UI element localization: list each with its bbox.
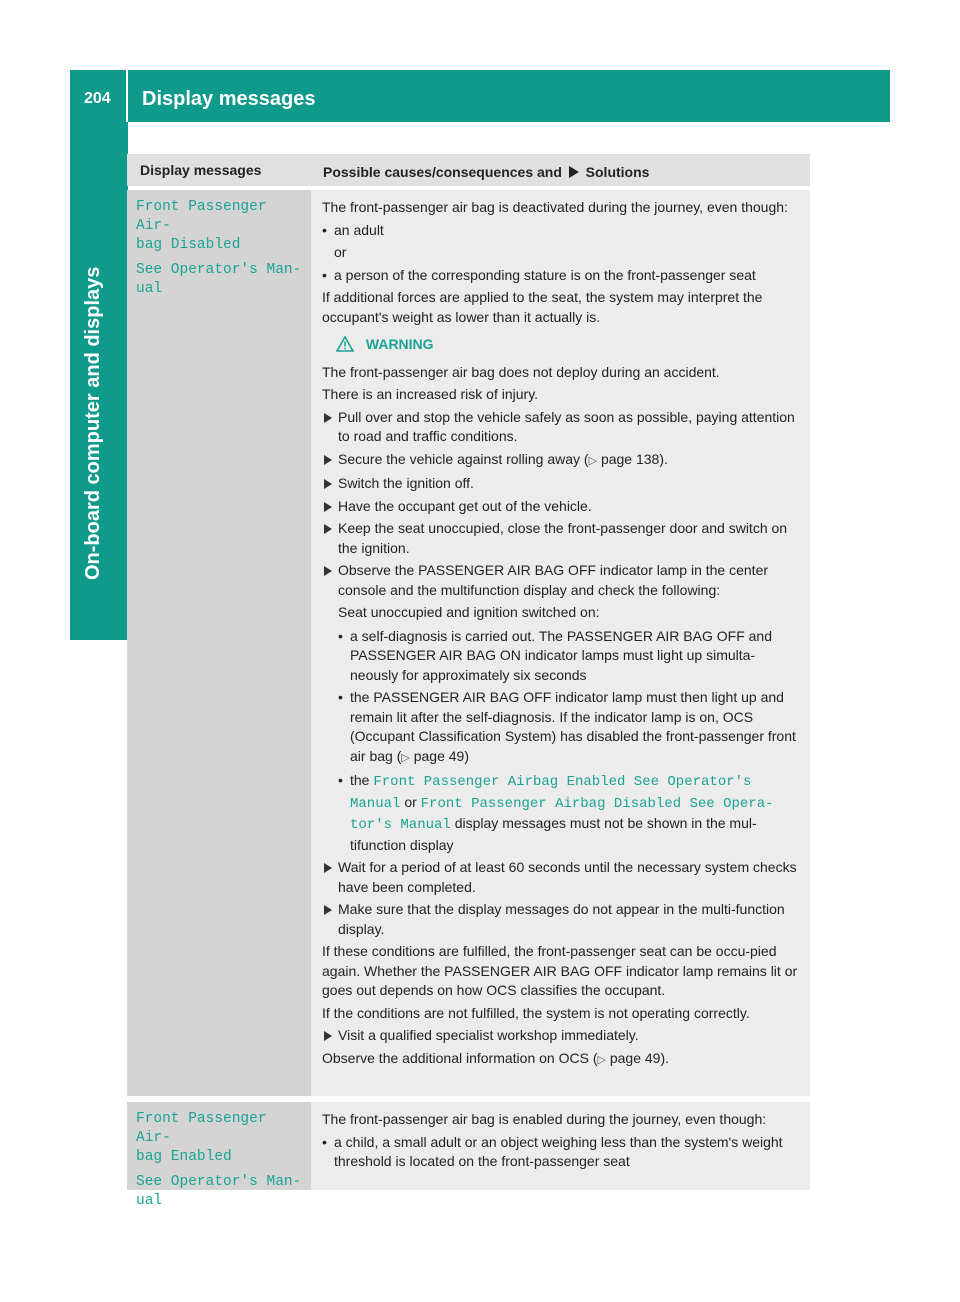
header-divider — [126, 70, 128, 122]
messages-table — [127, 154, 810, 1209]
action-step: Switch the ignition off. — [322, 474, 802, 494]
page-ref-icon: ▷ — [588, 454, 598, 467]
action-step: Secure the vehicle against rolling away (▷ page 138). — [322, 450, 802, 472]
solution-arrow-icon — [568, 166, 580, 178]
action-arrow-icon — [324, 566, 332, 576]
causes-cell: The front-passenger air bag is enabled during the journey, even though: • a child, a small adult or an object weighing less than the system's weight threshold is located on the front-passenger seat — [311, 1102, 810, 1190]
action-arrow-icon — [324, 502, 332, 512]
action-arrow-icon — [324, 863, 332, 873]
or-text: or — [334, 244, 347, 260]
action-arrow-icon — [324, 413, 332, 423]
action-step: Visit a qualified specialist workshop immediately. — [322, 1026, 802, 1046]
list-item: • a person of the corresponding stature is on the front-passenger seat — [322, 266, 802, 286]
seat-unoccupied-text: Seat unoccupied and ignition switched on: — [338, 604, 600, 620]
action-arrow-icon — [324, 479, 332, 489]
display-message-cell: Front Passenger Air‐ bag Enabled See Operator's Man‐ ual — [127, 1102, 311, 1190]
list-item: • an adult — [322, 221, 802, 241]
action-step: Make sure that the display messages do not appear in the multi-function display. — [322, 900, 802, 939]
list-item: • a self-diagnosis is carried out. The PASSENGER AIR BAG OFF and PASSENGER AIR BAG ON indicator lamps must light up simulta-neously for approximately six seconds — [338, 627, 802, 686]
causes-cell: The front-passenger air bag is deactivated during the journey, even though: • an adult or • a person of the corresponding stature is on the front-passenger seat If additional forces are applied to the seat, the system may interpret the occupant's weight as lower than it actually is. WARNING The front-passenger air bag does not deploy during an accident. There is an increased risk of injury. Pull over and stop the vehicle safely as soon as possible, paying attention to road and traffic conditions. Secure the vehicle against rolling away (▷ page 138). Switch the ignition off. Have the occupant get out of the vehicle. Keep the seat unoccupied, close the front-passenger door and switch on the ignition. Observe the PASSENGER AIR BAG OFF indicator lamp in the center console and the multifunction display and check the following: Seat unoccupied and ignition switched on: • a self-diagnosis is carried out. The PASSENGER AIR BAG OFF and PASSENGER AIR BAG ON indicator lamps must light up simulta-neously for approximately six seconds • the PASSENGER AIR BAG OFF indicator lamp must then light up and remain lit after the self-diagnosis. If the indicator lamp is on, OCS (Occupant Classification System) has disabled the front-passenger front air bag (▷ page 49) • the Front Passenger Airbag Enabled See Operator's Manual or Front Passenger Airbag Disabled See Opera‐tor's Manual display messages must not be shown in the mul-tifunction display Wait for a period of at least 60 seconds until the necessary system checks have been completed. Make sure that the display messages do not appear in the multi-function display. If these conditions are fulfilled, the front-passenger seat can be occu-pied again. Whether the PASSENGER AIR BAG OFF indicator lamp remains lit or goes out depends on how OCS classifies the occupant. If the conditions are not fulfilled, the system is not operating correctly. Visit a qualified specialist workshop immediately. Observe the additional information on OCS (▷ page 49). — [311, 190, 810, 1096]
action-step: Keep the seat unoccupied, close the front-passenger door and switch on the ignition. — [322, 519, 802, 558]
list-item: • the PASSENGER AIR BAG OFF indicator lamp must then light up and remain lit after the self-diagnosis. If the indicator lamp is on, OCS (Occupant Classification System) has disabled the front-passenger front air bag (▷ page 49) — [338, 688, 802, 768]
page-ref-icon: ▷ — [401, 751, 410, 764]
action-arrow-icon — [324, 1031, 332, 1041]
page-header — [70, 70, 890, 122]
page-ref-link[interactable]: page 138 — [600, 450, 660, 467]
table-row — [127, 1102, 810, 1209]
warning-heading: WARNING — [322, 335, 802, 355]
side-tab-label: On-board computer and displays — [82, 266, 104, 580]
action-arrow-icon — [324, 524, 332, 534]
col-header-causes: Possible causes/consequences and Solutions — [323, 164, 650, 180]
action-arrow-icon — [324, 455, 332, 465]
display-message-cell: Front Passenger Air‐ bag Disabled See Operator's Man‐ ual — [127, 190, 311, 1096]
action-arrow-icon — [324, 905, 332, 915]
action-step: Observe the PASSENGER AIR BAG OFF indicator lamp in the center console and the multifunction display and check the following: — [322, 561, 802, 600]
action-step: Pull over and stop the vehicle safely as soon as possible, paying attention to road and traffic conditions. — [322, 408, 802, 447]
page-title: Display messages — [142, 88, 316, 110]
page-ref-link[interactable]: page 49 — [609, 1049, 661, 1066]
message-code: Front Passenger Airbag Disabled See Opera‐tor's Manual — [350, 795, 774, 833]
table-header — [127, 154, 810, 186]
action-step: Have the occupant get out of the vehicle. — [322, 497, 802, 517]
list-item: • a child, a small adult or an object weighing less than the system's weight threshold is located on the front-passenger seat — [322, 1133, 802, 1172]
page-ref-link[interactable]: page 49 — [413, 747, 465, 764]
list-item: • the Front Passenger Airbag Enabled See Operator's Manual or Front Passenger Airbag Disabled See Opera‐tor's Manual display messages must not be shown in the mul-tifunction display — [338, 771, 802, 855]
action-step: Wait for a period of at least 60 seconds until the necessary system checks have been completed. — [322, 858, 802, 897]
message-code: Front Passenger Airbag Enabled See Operator's Manual — [350, 774, 752, 812]
table-row — [127, 190, 810, 1096]
col-header-display-messages: Display messages — [140, 162, 262, 178]
warning-icon — [336, 336, 354, 352]
page-number: 204 — [84, 90, 111, 107]
page-ref-icon: ▷ — [597, 1053, 606, 1066]
